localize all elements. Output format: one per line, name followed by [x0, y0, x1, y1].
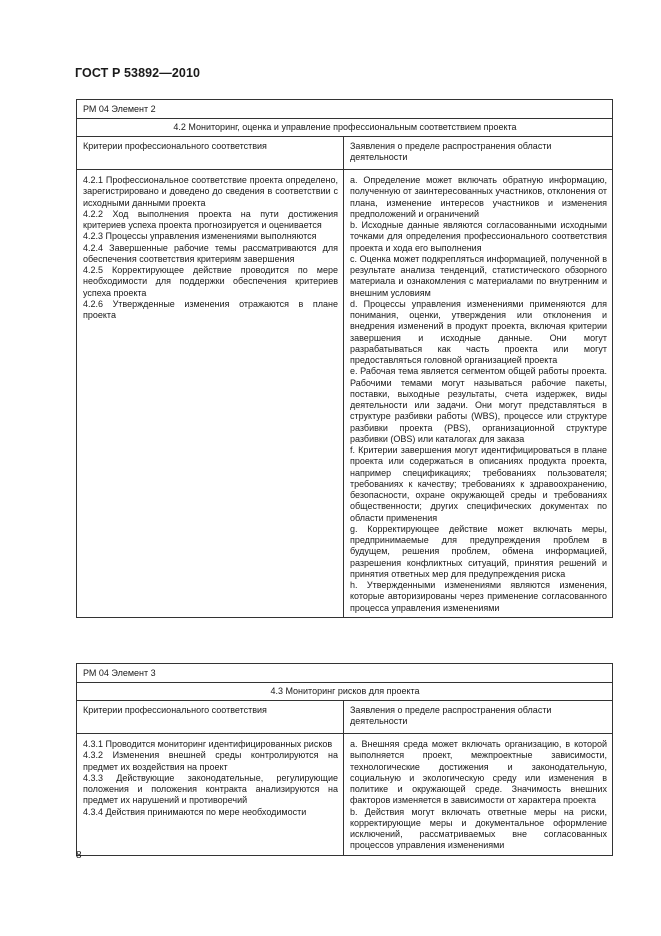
- criteria-item: 4.2.5 Корректирующее действие проводится по мере необходимости для поддержки обеспечения критериев успеха проекта: [83, 265, 338, 298]
- scope-item: d. Процессы управления изменениями применяются для понимания, оценки, утверждения или отклонения и внедрения изменений в продукт проекта, включая критерии завершения и исходные данные. Они могут разрабатываться как часть проекта или могут предоставляться головной организацией проекта: [350, 298, 608, 365]
- element-table-3: [76, 663, 613, 856]
- scope-item: h. Утвержденными изменениями являются изменения, которые авторизированы через применение согласованного процесса управления изменениями: [350, 580, 608, 613]
- criteria-item: 4.3.2 Изменения внешней среды контролируются на предмет их воздействия на проект: [83, 750, 338, 772]
- scope-item: b. Действия могут включать ответные меры на риски, корректирующие меры и документальное оформление исключений, рассматриваемых вне согласованных процессов управления изменениями: [350, 806, 608, 851]
- element-table-2: [76, 99, 613, 618]
- scope-item: a. Определение может включать обратную информацию, полученную от заинтересованных участников, отклонения от плана, изменение интересов участников и изменения предположений и ограничений: [350, 175, 608, 219]
- page-number: 8: [76, 850, 82, 861]
- criteria-item: 4.3.3 Действующие законодательные, регулирующие положения и положения контракта анализируются на предмет их нарушений и противоречий: [83, 772, 338, 806]
- scope-item: f. Критерии завершения могут идентифицироваться в плане проекта или содержаться в описаниях продукта проекта, например спецификациях; требованиях пользователя; требованиях к качеству; требованиях к здравоохранению, безопасности, охране окружающей среды и требованиях общественности; других специфических документах по области применения: [350, 445, 608, 523]
- criteria-item: 4.2.1 Профессиональное соответствие проекта определено, зарегистрировано и доведено до сведения в соответствии с исходными данными проекта: [83, 175, 338, 208]
- scope-item: e. Рабочая тема является сегментом общей работы проекта. Рабочими темами могут называться рабочие пакеты, поставки, выходные результаты, счета издержек, виды деятельности или задачи. Они могут представляться в структуре разбивки работы (WBS), процессе или структуре разбивки проекта (PBS), организационной структуре разбивки (OBS) или каталогах для заказа: [350, 366, 608, 444]
- col-header-scope: Заявления о пределе распространения области деятельности: [344, 700, 613, 734]
- col-header-scope: Заявления о пределе распространения области деятельности: [344, 136, 613, 170]
- criteria-item: 4.2.6 Утвержденные изменения отражаются в плане проекта: [83, 298, 338, 320]
- element-label: РМ 04 Элемент 3: [77, 664, 613, 683]
- document-header: ГОСТ Р 53892—2010: [75, 66, 201, 80]
- col-header-criteria: Критерии профессионального соответствия: [77, 136, 344, 170]
- criteria-cell: [77, 170, 344, 618]
- criteria-item: 4.2.3 Процессы управления изменениями выполняются: [83, 231, 317, 242]
- scope-item: a. Внешняя среда может включать организацию, в которой выполняется проект, межпроектные зависимости, технологические достижения и законодательную, социальную и экологическую среду или изменения в политике и окружающей среде. Значимость внешних факторов изменяется в зависимости от характера проекта: [350, 739, 608, 806]
- element-label: РМ 04 Элемент 2: [77, 100, 613, 119]
- scope-cell: [344, 734, 613, 856]
- criteria-item: 4.2.4 Завершенные рабочие темы рассматриваются для обеспечения соответствия критериям завершения: [83, 242, 338, 264]
- section-title: 4.3 Мониторинг рисков для проекта: [77, 683, 613, 700]
- col-header-criteria: Критерии профессионального соответствия: [77, 700, 344, 734]
- scope-item: b. Исходные данные являются согласованными исходными точками для определения профессионального соответствия проекта и хода его выполнения: [350, 220, 608, 253]
- criteria-item: 4.2.2 Ход выполнения проекта на пути достижения критериев успеха проекта прогнозируется и оценивается: [83, 208, 338, 230]
- criteria-item: 4.3.1 Проводится мониторинг идентифицированных рисков: [83, 739, 333, 749]
- section-title: 4.2 Мониторинг, оценка и управление профессиональным соответствием проекта: [77, 119, 613, 136]
- scope-item: g. Корректирующее действие может включать меры, предпринимаемые для предупреждения проблем в будущем, решения проблем, обмена информацией, разрешения конфликтных ситуаций, принятия решений и принятия ответных мер для предупреждения риска: [350, 523, 608, 579]
- criteria-item: 4.3.4 Действия принимаются по мере необходимости: [83, 806, 307, 817]
- scope-item: c. Оценка может подкрепляться информацией, полученной в результате анализа тенденций, статистического обзорного материала и ознакомления с материалами по внутренним и внешним условиям: [350, 253, 608, 298]
- criteria-cell: [77, 734, 344, 856]
- scope-cell: [344, 170, 613, 618]
